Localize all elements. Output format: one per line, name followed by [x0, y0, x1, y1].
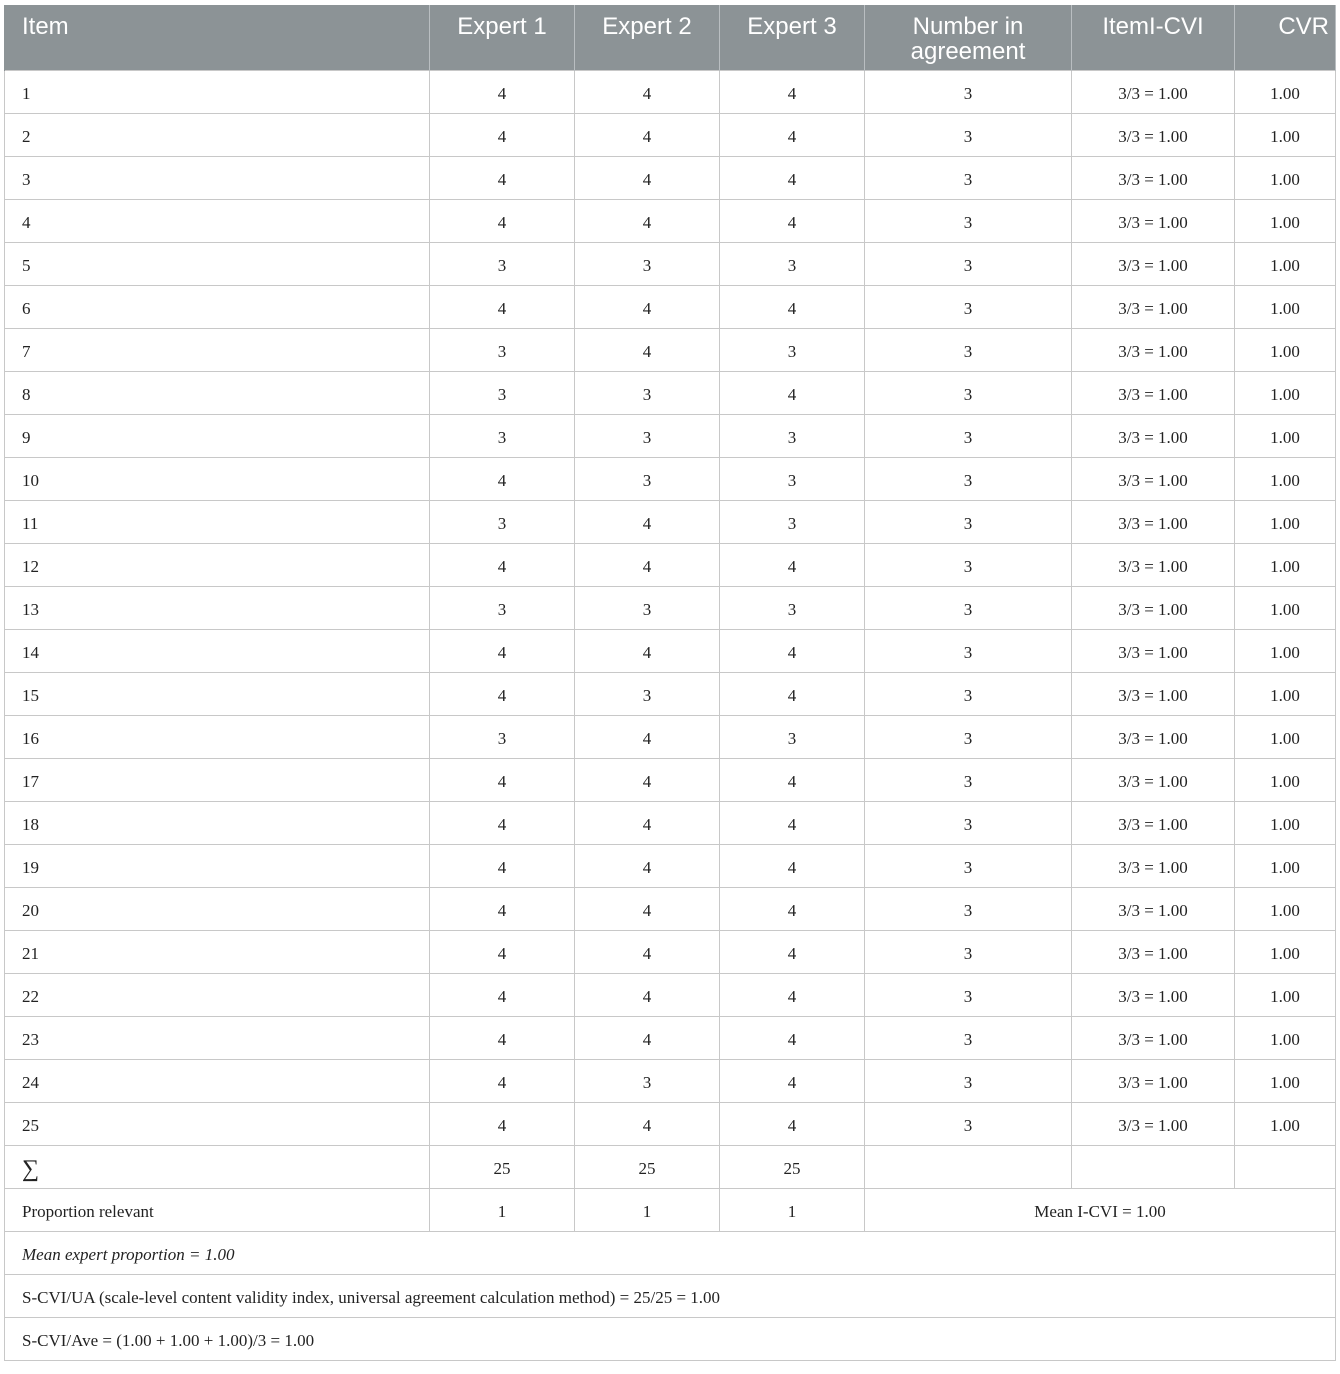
expert-3-rating: 4	[720, 200, 865, 243]
expert-2-rating: 3	[575, 587, 720, 630]
item-number: 9	[5, 415, 430, 458]
table-row	[5, 888, 1336, 931]
cvr: 1.00	[1235, 1017, 1336, 1060]
expert-1-rating: 4	[430, 157, 575, 200]
item-number: 18	[5, 802, 430, 845]
item-number: 15	[5, 673, 430, 716]
sum-expert-3: 25	[720, 1146, 865, 1189]
expert-2-rating: 4	[575, 1103, 720, 1146]
item-number: 13	[5, 587, 430, 630]
mean-expert-proportion-note: Mean expert proportion = 1.00	[5, 1232, 1336, 1275]
proportion-row	[5, 1189, 1336, 1232]
summary-rows	[5, 1146, 1336, 1361]
sum-empty-agreement	[865, 1146, 1072, 1189]
cvr: 1.00	[1235, 544, 1336, 587]
note-row	[5, 1318, 1336, 1361]
expert-3-rating: 4	[720, 157, 865, 200]
mean-icvi: Mean I-CVI = 1.00	[865, 1189, 1336, 1232]
table-row	[5, 114, 1336, 157]
table-row	[5, 759, 1336, 802]
expert-3-rating: 4	[720, 974, 865, 1017]
cvr: 1.00	[1235, 673, 1336, 716]
expert-2-rating: 3	[575, 243, 720, 286]
item-number: 25	[5, 1103, 430, 1146]
item-number: 23	[5, 1017, 430, 1060]
item-icvi: 3/3 = 1.00	[1072, 372, 1235, 415]
cvr: 1.00	[1235, 114, 1336, 157]
item-number: 17	[5, 759, 430, 802]
cvr: 1.00	[1235, 286, 1336, 329]
expert-2-rating: 3	[575, 673, 720, 716]
expert-3-rating: 3	[720, 243, 865, 286]
expert-2-rating: 4	[575, 114, 720, 157]
proportion-expert-1: 1	[430, 1189, 575, 1232]
number-in-agreement: 3	[865, 1017, 1072, 1060]
item-number: 3	[5, 157, 430, 200]
item-icvi: 3/3 = 1.00	[1072, 802, 1235, 845]
scvi-ua-note: S-CVI/UA (scale-level content validity index, universal agreement calculation method) = 25/25 = 1.00	[5, 1275, 1336, 1318]
expert-1-rating: 4	[430, 1060, 575, 1103]
item-icvi: 3/3 = 1.00	[1072, 587, 1235, 630]
expert-3-rating: 4	[720, 1060, 865, 1103]
expert-3-rating: 4	[720, 544, 865, 587]
sum-expert-2: 25	[575, 1146, 720, 1189]
expert-1-rating: 4	[430, 458, 575, 501]
cvr: 1.00	[1235, 501, 1336, 544]
expert-3-rating: 4	[720, 888, 865, 931]
expert-1-rating: 3	[430, 372, 575, 415]
number-in-agreement: 3	[865, 200, 1072, 243]
expert-3-rating: 4	[720, 802, 865, 845]
expert-1-rating: 4	[430, 630, 575, 673]
table-row	[5, 673, 1336, 716]
header-item: Item	[5, 5, 430, 71]
expert-2-rating: 3	[575, 415, 720, 458]
table-row	[5, 544, 1336, 587]
item-icvi: 3/3 = 1.00	[1072, 544, 1235, 587]
header-number-in-agreement: Number in agreement	[865, 5, 1072, 71]
expert-2-rating: 3	[575, 372, 720, 415]
expert-2-rating: 4	[575, 974, 720, 1017]
table-row	[5, 1017, 1336, 1060]
number-in-agreement: 3	[865, 802, 1072, 845]
expert-2-rating: 4	[575, 329, 720, 372]
sum-label: ∑	[5, 1146, 430, 1189]
item-icvi: 3/3 = 1.00	[1072, 931, 1235, 974]
table-row	[5, 1060, 1336, 1103]
expert-3-rating: 4	[720, 845, 865, 888]
expert-1-rating: 3	[430, 501, 575, 544]
expert-3-rating: 4	[720, 759, 865, 802]
expert-1-rating: 3	[430, 587, 575, 630]
scvi-ave-note: S-CVI/Ave = (1.00 + 1.00 + 1.00)/3 = 1.00	[5, 1318, 1336, 1361]
expert-2-rating: 4	[575, 501, 720, 544]
expert-1-rating: 3	[430, 415, 575, 458]
header-expert-3: Expert 3	[720, 5, 865, 71]
cvr: 1.00	[1235, 71, 1336, 114]
item-number: 2	[5, 114, 430, 157]
item-number: 22	[5, 974, 430, 1017]
expert-2-rating: 4	[575, 716, 720, 759]
expert-1-rating: 3	[430, 243, 575, 286]
expert-2-rating: 3	[575, 458, 720, 501]
expert-2-rating: 3	[575, 1060, 720, 1103]
cvr: 1.00	[1235, 415, 1336, 458]
proportion-expert-3: 1	[720, 1189, 865, 1232]
number-in-agreement: 3	[865, 114, 1072, 157]
expert-1-rating: 4	[430, 759, 575, 802]
item-icvi: 3/3 = 1.00	[1072, 329, 1235, 372]
expert-3-rating: 4	[720, 1103, 865, 1146]
table-row	[5, 71, 1336, 114]
item-number: 8	[5, 372, 430, 415]
cvi-table	[4, 5, 1336, 1361]
cvr: 1.00	[1235, 759, 1336, 802]
table-row	[5, 845, 1336, 888]
expert-1-rating: 4	[430, 845, 575, 888]
cvr: 1.00	[1235, 243, 1336, 286]
item-number: 16	[5, 716, 430, 759]
number-in-agreement: 3	[865, 630, 1072, 673]
header-expert-1: Expert 1	[430, 5, 575, 71]
note-row	[5, 1232, 1336, 1275]
header-expert-2: Expert 2	[575, 5, 720, 71]
expert-3-rating: 3	[720, 415, 865, 458]
table-row	[5, 974, 1336, 1017]
item-icvi: 3/3 = 1.00	[1072, 71, 1235, 114]
table-row	[5, 286, 1336, 329]
sum-empty-icvi	[1072, 1146, 1235, 1189]
expert-2-rating: 4	[575, 544, 720, 587]
number-in-agreement: 3	[865, 759, 1072, 802]
expert-3-rating: 4	[720, 630, 865, 673]
number-in-agreement: 3	[865, 888, 1072, 931]
number-in-agreement: 3	[865, 71, 1072, 114]
expert-2-rating: 4	[575, 759, 720, 802]
expert-2-rating: 4	[575, 71, 720, 114]
item-icvi: 3/3 = 1.00	[1072, 1017, 1235, 1060]
item-icvi: 3/3 = 1.00	[1072, 673, 1235, 716]
expert-1-rating: 4	[430, 286, 575, 329]
number-in-agreement: 3	[865, 415, 1072, 458]
number-in-agreement: 3	[865, 587, 1072, 630]
item-icvi: 3/3 = 1.00	[1072, 243, 1235, 286]
expert-3-rating: 3	[720, 501, 865, 544]
number-in-agreement: 3	[865, 845, 1072, 888]
item-icvi: 3/3 = 1.00	[1072, 845, 1235, 888]
item-icvi: 3/3 = 1.00	[1072, 716, 1235, 759]
table-row	[5, 802, 1336, 845]
item-icvi: 3/3 = 1.00	[1072, 630, 1235, 673]
expert-2-rating: 4	[575, 931, 720, 974]
item-number: 19	[5, 845, 430, 888]
expert-3-rating: 4	[720, 286, 865, 329]
cvr: 1.00	[1235, 931, 1336, 974]
number-in-agreement: 3	[865, 931, 1072, 974]
table-row	[5, 587, 1336, 630]
table-row	[5, 501, 1336, 544]
note-row	[5, 1275, 1336, 1318]
item-icvi: 3/3 = 1.00	[1072, 458, 1235, 501]
expert-3-rating: 3	[720, 587, 865, 630]
number-in-agreement: 3	[865, 1103, 1072, 1146]
item-icvi: 3/3 = 1.00	[1072, 157, 1235, 200]
number-in-agreement: 3	[865, 544, 1072, 587]
cvr: 1.00	[1235, 587, 1336, 630]
expert-3-rating: 4	[720, 931, 865, 974]
item-number: 12	[5, 544, 430, 587]
table-row	[5, 415, 1336, 458]
cvr: 1.00	[1235, 1060, 1336, 1103]
item-number: 11	[5, 501, 430, 544]
table-row	[5, 716, 1336, 759]
number-in-agreement: 3	[865, 243, 1072, 286]
expert-1-rating: 4	[430, 1017, 575, 1060]
table-row	[5, 243, 1336, 286]
item-icvi: 3/3 = 1.00	[1072, 286, 1235, 329]
item-number: 5	[5, 243, 430, 286]
expert-3-rating: 4	[720, 71, 865, 114]
sum-empty-cvr	[1235, 1146, 1336, 1189]
item-number: 7	[5, 329, 430, 372]
header-cvr: CVR	[1235, 5, 1336, 71]
expert-1-rating: 4	[430, 673, 575, 716]
cvr: 1.00	[1235, 888, 1336, 931]
number-in-agreement: 3	[865, 974, 1072, 1017]
expert-3-rating: 3	[720, 329, 865, 372]
number-in-agreement: 3	[865, 329, 1072, 372]
number-in-agreement: 3	[865, 673, 1072, 716]
expert-3-rating: 3	[720, 716, 865, 759]
item-number: 20	[5, 888, 430, 931]
expert-2-rating: 4	[575, 157, 720, 200]
item-icvi: 3/3 = 1.00	[1072, 888, 1235, 931]
item-icvi: 3/3 = 1.00	[1072, 114, 1235, 157]
expert-1-rating: 3	[430, 716, 575, 759]
table-row	[5, 931, 1336, 974]
item-number: 4	[5, 200, 430, 243]
cvr: 1.00	[1235, 329, 1336, 372]
expert-1-rating: 4	[430, 544, 575, 587]
expert-3-rating: 4	[720, 114, 865, 157]
cvr: 1.00	[1235, 200, 1336, 243]
cvr: 1.00	[1235, 157, 1336, 200]
number-in-agreement: 3	[865, 458, 1072, 501]
number-in-agreement: 3	[865, 501, 1072, 544]
expert-3-rating: 4	[720, 1017, 865, 1060]
proportion-label: Proportion relevant	[5, 1189, 430, 1232]
expert-1-rating: 4	[430, 974, 575, 1017]
item-number: 10	[5, 458, 430, 501]
proportion-expert-2: 1	[575, 1189, 720, 1232]
item-number: 21	[5, 931, 430, 974]
expert-3-rating: 3	[720, 458, 865, 501]
item-icvi: 3/3 = 1.00	[1072, 415, 1235, 458]
number-in-agreement: 3	[865, 716, 1072, 759]
sum-row	[5, 1146, 1336, 1189]
expert-2-rating: 4	[575, 630, 720, 673]
expert-2-rating: 4	[575, 286, 720, 329]
table-row	[5, 372, 1336, 415]
expert-1-rating: 4	[430, 200, 575, 243]
table-row	[5, 458, 1336, 501]
table-row	[5, 329, 1336, 372]
item-icvi: 3/3 = 1.00	[1072, 1060, 1235, 1103]
expert-1-rating: 4	[430, 931, 575, 974]
table-row	[5, 200, 1336, 243]
item-rows	[5, 71, 1336, 1146]
expert-1-rating: 4	[430, 114, 575, 157]
expert-1-rating: 3	[430, 329, 575, 372]
expert-1-rating: 4	[430, 1103, 575, 1146]
cvr: 1.00	[1235, 630, 1336, 673]
cvr: 1.00	[1235, 1103, 1336, 1146]
cvr: 1.00	[1235, 974, 1336, 1017]
item-number: 14	[5, 630, 430, 673]
expert-1-rating: 4	[430, 71, 575, 114]
table-row	[5, 157, 1336, 200]
cvr: 1.00	[1235, 458, 1336, 501]
table-row	[5, 630, 1336, 673]
number-in-agreement: 3	[865, 286, 1072, 329]
expert-1-rating: 4	[430, 888, 575, 931]
item-icvi: 3/3 = 1.00	[1072, 1103, 1235, 1146]
expert-2-rating: 4	[575, 200, 720, 243]
item-number: 1	[5, 71, 430, 114]
header-item-icvi: ItemI-CVI	[1072, 5, 1235, 71]
item-icvi: 3/3 = 1.00	[1072, 759, 1235, 802]
expert-3-rating: 4	[720, 673, 865, 716]
item-icvi: 3/3 = 1.00	[1072, 200, 1235, 243]
expert-2-rating: 4	[575, 802, 720, 845]
expert-3-rating: 4	[720, 372, 865, 415]
expert-1-rating: 4	[430, 802, 575, 845]
number-in-agreement: 3	[865, 372, 1072, 415]
expert-2-rating: 4	[575, 1017, 720, 1060]
item-icvi: 3/3 = 1.00	[1072, 974, 1235, 1017]
sum-expert-1: 25	[430, 1146, 575, 1189]
cvr: 1.00	[1235, 716, 1336, 759]
item-icvi: 3/3 = 1.00	[1072, 501, 1235, 544]
expert-2-rating: 4	[575, 888, 720, 931]
number-in-agreement: 3	[865, 157, 1072, 200]
table-row	[5, 1103, 1336, 1146]
header-row	[5, 5, 1336, 71]
cvr: 1.00	[1235, 372, 1336, 415]
item-number: 6	[5, 286, 430, 329]
expert-2-rating: 4	[575, 845, 720, 888]
number-in-agreement: 3	[865, 1060, 1072, 1103]
item-number: 24	[5, 1060, 430, 1103]
cvr: 1.00	[1235, 802, 1336, 845]
cvr: 1.00	[1235, 845, 1336, 888]
